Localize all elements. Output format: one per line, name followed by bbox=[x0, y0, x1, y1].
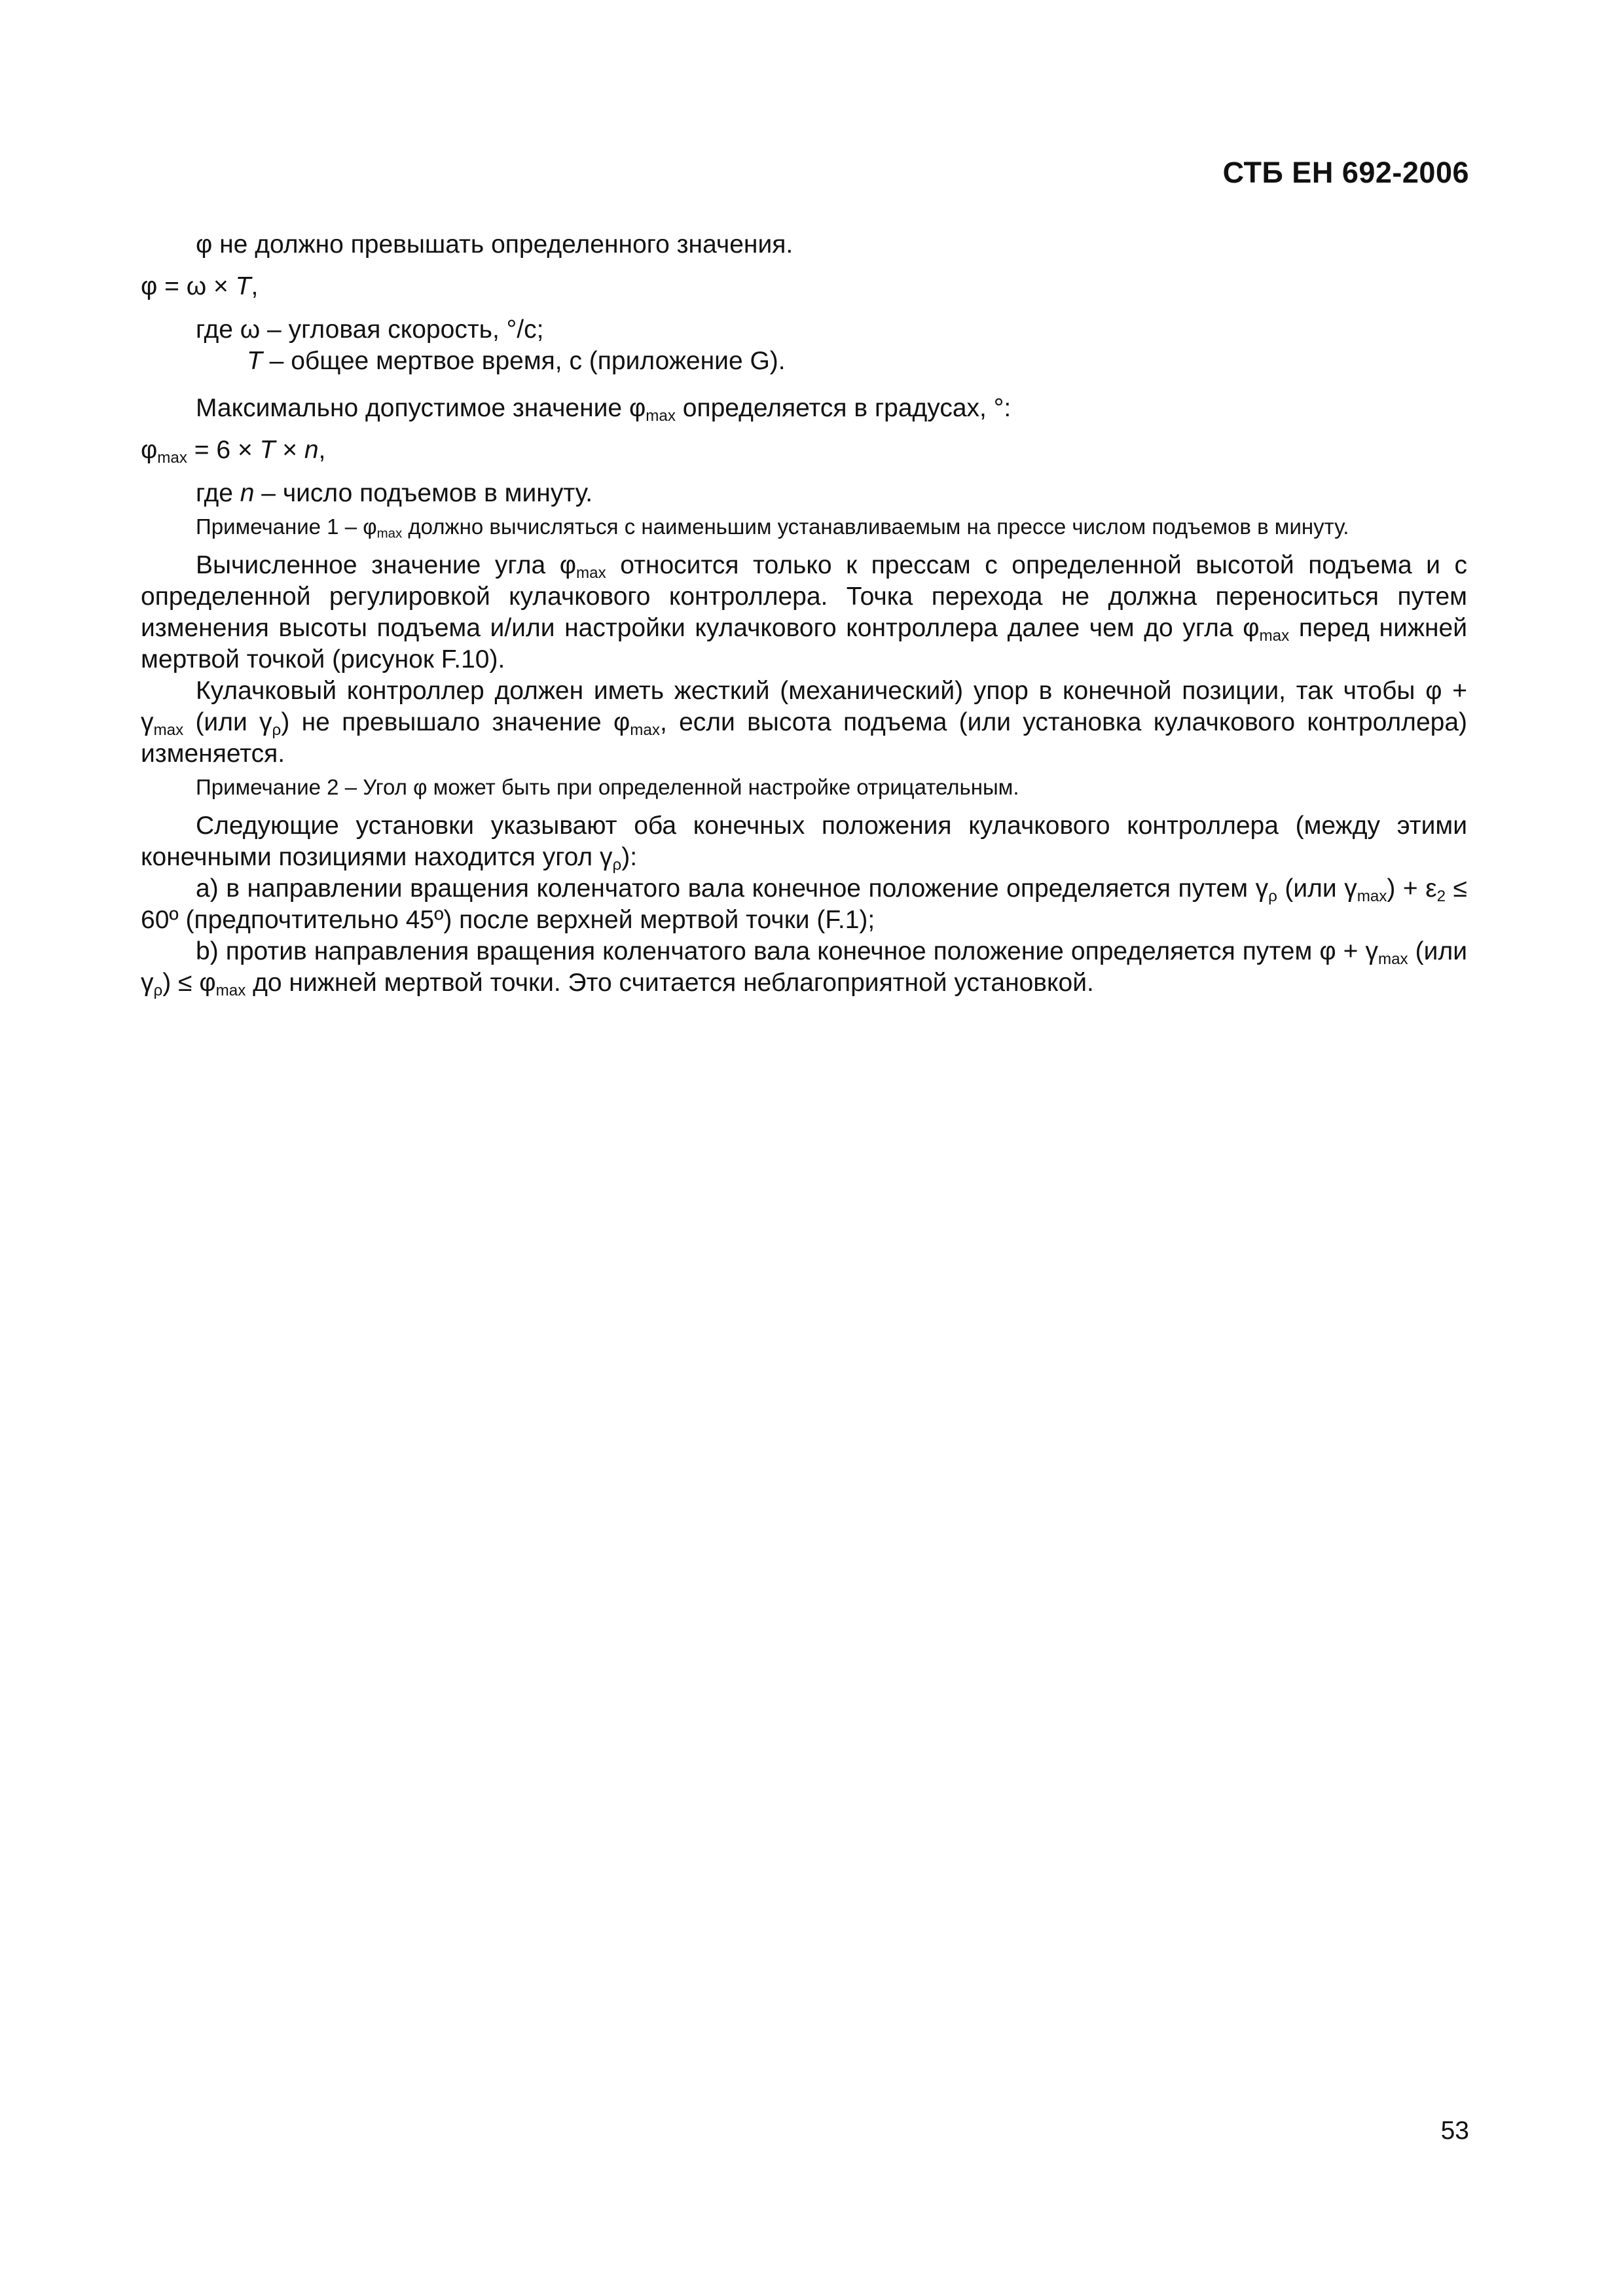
document-code-header: СТБ ЕН 692-2006 bbox=[1222, 156, 1469, 189]
phi-intro-line: φ не должно превышать определенного значения. bbox=[196, 230, 793, 259]
paragraph-end-positions: Следующие установки указывают оба конечных положения кулачкового контроллера (между этими конечными позициями находится угол $\gamma_\rho$): bbox=[141, 812, 1467, 874]
paragraph-calculated-angle: Вычисленное значение угла $\varphi_{max}$ относится только к прессам с определенной высотой подъема и с определенной регулировкой кулачкового контроллера. Точка перехода не должна переноситься путем изменения высоты подъема и/или настройки кулачкового контроллера далее чем до угла $\varphi_{max}$ перед нижней мертвой точкой (рисунок F.10). bbox=[141, 551, 1467, 673]
definition-n: где n – число подъемов в минуту. bbox=[196, 479, 593, 507]
note-1: Примечание $1 - \varphi_{max}$ должно вычисляться с наименьшим устанавливаемым на прессе числом подъемов в минуту. bbox=[196, 514, 1349, 541]
definition-T: T – общее мертвое время, с (приложение G). bbox=[247, 347, 786, 375]
max-angle-paragraph: Максимально допустимое значение $\varphi_{max}$ определяется в градусах, °: bbox=[196, 394, 1012, 425]
definition-omega: где ω – угловая скорость, °/с; bbox=[196, 315, 544, 344]
formula-phi-max: $\varphi_{max} = 6 \times T \times n$, bbox=[141, 436, 326, 467]
formula-phi: φ = ω × T, bbox=[141, 272, 259, 300]
note-2: Примечание 2 – Угол φ может быть при определенной настройке отрицательным. bbox=[196, 775, 1019, 799]
list-item-b: b) против направления вращения коленчатого вала конечное положение определяется путем $\varphi + \gamma_{max}$ (или $\gamma_\rho) \le \varphi_{max}$ до нижней мертвой точки. Это считается неблагоприятной установкой. bbox=[141, 937, 1467, 999]
page-number: 53 bbox=[1440, 2117, 1469, 2145]
page-body bbox=[141, 229, 1467, 999]
list-item-a: a) в направлении вращения коленчатого вала конечное положение определяется путем $\gamma_\rho$ (или $\gamma_{max}) + \varepsilon_2$ ≤ 60º (предпочтительно 45º) после верхней мертвой точки (F.1); bbox=[141, 874, 1467, 934]
paragraph-cam-controller-stop: Кулачковый контроллер должен иметь жесткий (механический) упор в конечной позиции, так чтобы $\varphi + \gamma_{max}$ (или $\gamma_\rho$) не превышало значение $\varphi_{max}$, если высота подъема (или установка кулачкового контроллера) изменяется. bbox=[141, 677, 1467, 768]
